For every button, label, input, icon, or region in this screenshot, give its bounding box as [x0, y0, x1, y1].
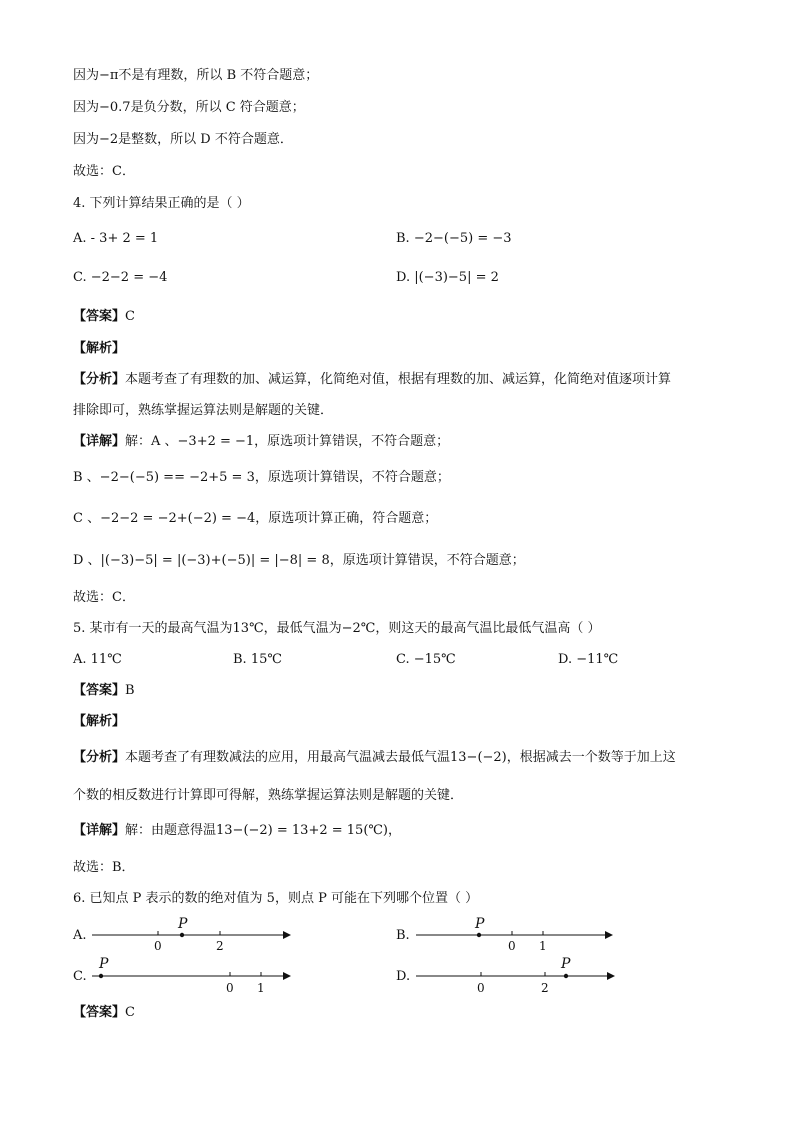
detail-line-d: D 、|(−3)−5| = |(−3)+(−5)| = |−8| = 8，原选项计算错误，不符合题意； [73, 553, 525, 568]
point-p [477, 933, 481, 937]
option-d: D. |(−3)−5| = 2 [396, 270, 499, 285]
text-line: 因为−0.7是负分数，所以 C 符合题意； [73, 100, 305, 115]
option-b: B. 15℃ [233, 652, 282, 667]
tick-label: 0 [154, 939, 162, 953]
detail-text: 解：由题意得温13−(−2) = 13+2 = 15(℃)， [125, 823, 402, 838]
tick-label: 1 [257, 981, 265, 995]
analysis-heading: 【解析】 [73, 341, 126, 356]
detail-line-b: B 、−2−(−5) == −2+5 = 3，原选项计算错误，不符合题意； [73, 470, 450, 485]
answer-tag: 【答案】 [73, 683, 126, 698]
answer-line [73, 307, 135, 327]
answer-line [73, 1003, 135, 1023]
question-5-stem: 5. 某市有一天的最高气温为13℃，最低气温为−2℃，则这天的最高气温比最低气温高（ ） [73, 621, 601, 636]
text-line: 因为−2是整数，所以 D 不符合题意． [73, 132, 293, 147]
analysis-line [73, 370, 671, 390]
option-letter: D. [396, 969, 411, 984]
detail-tag: 【详解】 [73, 434, 126, 449]
analysis-text: 本题考查了有理数减法的应用，用最高气温减去最低气温13−(−2)，根据减去一个数等于加上这 [125, 750, 676, 765]
option-c: C. −15℃ [396, 652, 456, 667]
question-6-stem: 6. 已知点 P 表示的数的绝对值为 5，则点 P 可能在下列哪个位置（ ） [73, 891, 479, 906]
choose-line: 故选：B． [73, 860, 135, 875]
number-line-a [72, 916, 290, 953]
tick-label: 0 [508, 939, 516, 953]
point-label: P [178, 916, 188, 932]
option-c: C. −2−2 = −4 [73, 270, 168, 285]
tick-label: 1 [539, 939, 547, 953]
point-label: P [561, 956, 571, 972]
detail-line [73, 821, 401, 841]
analysis-text: 本题考查了有理数的加、减运算，化简绝对值，根据有理数的加、减运算，化简绝对值逐项计算 [125, 372, 672, 387]
tick-label: 2 [216, 939, 224, 953]
detail-tag: 【详解】 [73, 823, 126, 838]
option-letter: A. [73, 928, 87, 943]
analysis-line-2: 个数的相反数进行计算即可得解，熟练掌握运算法则是解题的关键． [73, 788, 464, 803]
answer-value: B [125, 683, 135, 698]
option-letter: C. [73, 969, 87, 984]
tick-label: 0 [226, 981, 234, 995]
point-p [564, 974, 568, 978]
option-a: A. 11℃ [73, 652, 122, 667]
tick-label: 0 [477, 981, 485, 995]
point-label: P [475, 916, 485, 932]
option-letter: B. [396, 928, 410, 943]
analysis-heading: 【解析】 [73, 714, 126, 729]
detail-text: 解：A 、−3+2 = −1，原选项计算错误，不符合题意； [125, 434, 450, 449]
option-d: D. −11℃ [558, 652, 619, 667]
text-line: 故选：C． [73, 164, 135, 179]
answer-value: C [125, 309, 135, 324]
number-line-c [73, 956, 290, 995]
question-4-stem: 4. 下列计算结果正确的是（ ） [73, 196, 250, 211]
answer-tag: 【答案】 [73, 309, 126, 324]
analysis-tag: 【分析】 [73, 750, 126, 765]
choose-line: 故选：C． [73, 590, 135, 605]
analysis-line [73, 748, 676, 768]
analysis-tag: 【分析】 [73, 372, 126, 387]
detail-line-c: C 、−2−2 = −2+(−2) = −4，原选项计算正确，符合题意； [73, 511, 438, 526]
detail-line [73, 432, 449, 452]
analysis-line-2: 排除即可，熟练掌握运算法则是解题的关键． [73, 403, 334, 418]
answer-tag: 【答案】 [73, 1005, 126, 1020]
option-b: B. −2−(−5) = −3 [396, 231, 512, 246]
answer-line [73, 681, 135, 701]
point-label: P [99, 956, 109, 972]
number-line-d [396, 956, 614, 995]
tick-label: 2 [541, 981, 549, 995]
point-p [99, 974, 103, 978]
answer-value: C [125, 1005, 135, 1020]
option-a: A. - 3+ 2 = 1 [73, 231, 159, 246]
point-p [180, 933, 184, 937]
text-line: 因为−π不是有理数，所以 B 不符合题意； [73, 68, 319, 83]
number-line-b [396, 916, 612, 953]
